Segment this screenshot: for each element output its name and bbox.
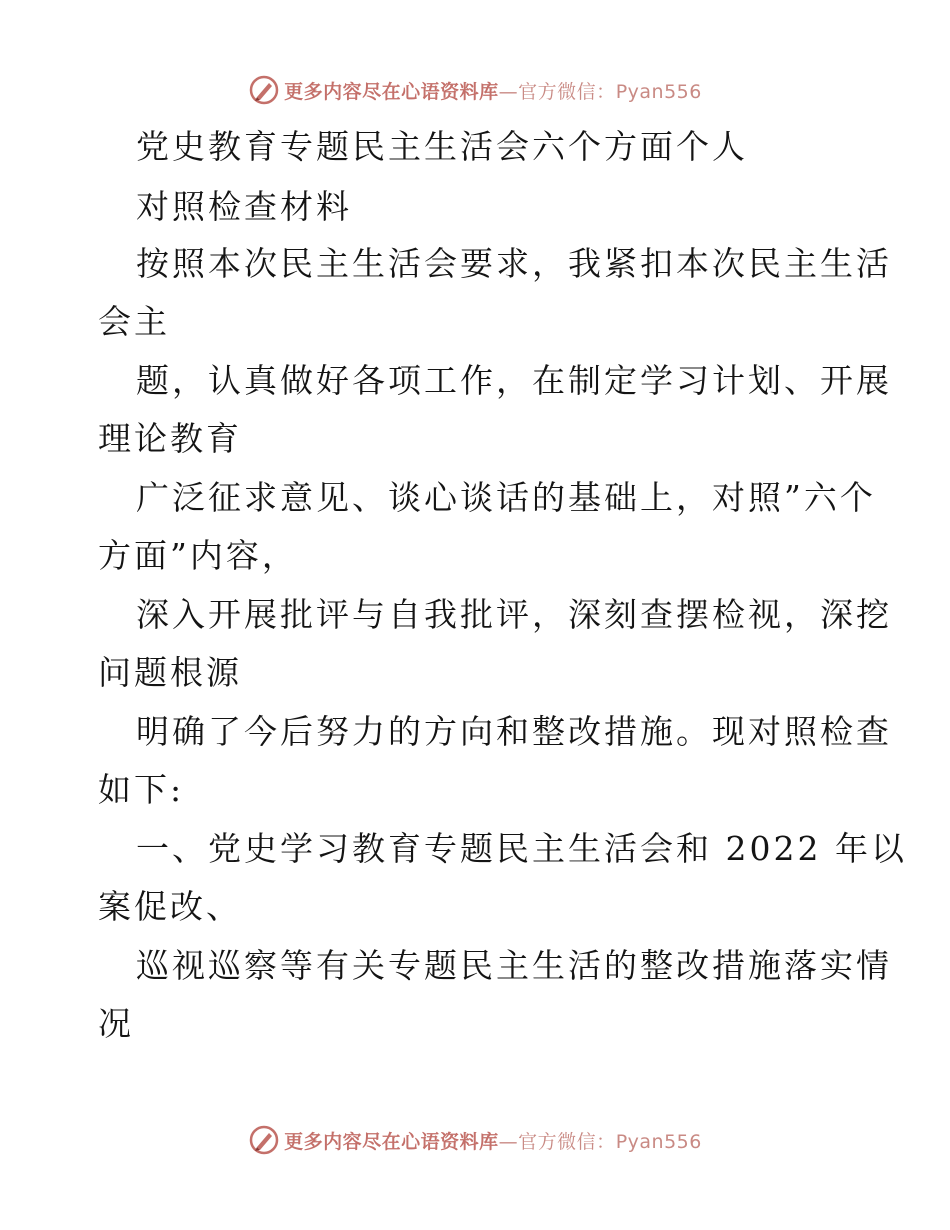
- paragraph-line: 会主: [98, 302, 170, 341]
- paragraph-line: 如下:: [98, 770, 185, 809]
- watermark-lead-text: 更多内容尽在心语资料库: [284, 80, 499, 103]
- section-heading-line: 案促改、: [98, 887, 242, 926]
- watermark-lead-text: 更多内容尽在心语资料库: [284, 1130, 499, 1153]
- paragraph-line: 明确了今后努力的方向和整改措施。现对照检查: [136, 712, 892, 751]
- paragraph-line: 深入开展批评与自我批评，深刻查摆检视，深挖: [136, 595, 892, 634]
- document-title-line-2: 对照检查材料: [136, 187, 352, 226]
- pen-circle-logo-icon: [248, 1124, 280, 1156]
- paragraph-line: 广泛征求意见、谈心谈话的基础上，对照”六个: [136, 478, 876, 517]
- paragraph-line: 方面”内容，: [98, 536, 298, 575]
- document-title-line-1: 党史教育专题民主生活会六个方面个人: [136, 127, 748, 166]
- watermark-handle: Pyan556: [615, 80, 702, 103]
- paragraph-line: 按照本次民主生活会要求，我紧扣本次民主生活: [136, 244, 892, 283]
- paragraph-line: 题，认真做好各项工作，在制定学习计划、开展: [136, 361, 892, 400]
- section-heading-line: 况: [98, 1004, 134, 1043]
- section-heading-line: 一、党史学习教育专题民主生活会和 2022 年以: [136, 829, 907, 868]
- watermark-handle: Pyan556: [615, 1130, 702, 1153]
- watermark-tail-text: 官方微信：: [518, 80, 616, 103]
- section-heading-line: 巡视巡察等有关专题民主生活的整改措施落实情: [136, 946, 892, 985]
- header-watermark: [0, 70, 950, 110]
- paragraph-line: 理论教育: [98, 419, 242, 458]
- watermark-dash: —: [498, 80, 519, 103]
- watermark-dash: —: [498, 1130, 519, 1153]
- pen-circle-logo-icon: [248, 74, 280, 106]
- watermark-tail-text: 官方微信：: [518, 1130, 616, 1153]
- footer-watermark: [0, 1120, 950, 1160]
- paragraph-line: 问题根源: [98, 653, 242, 692]
